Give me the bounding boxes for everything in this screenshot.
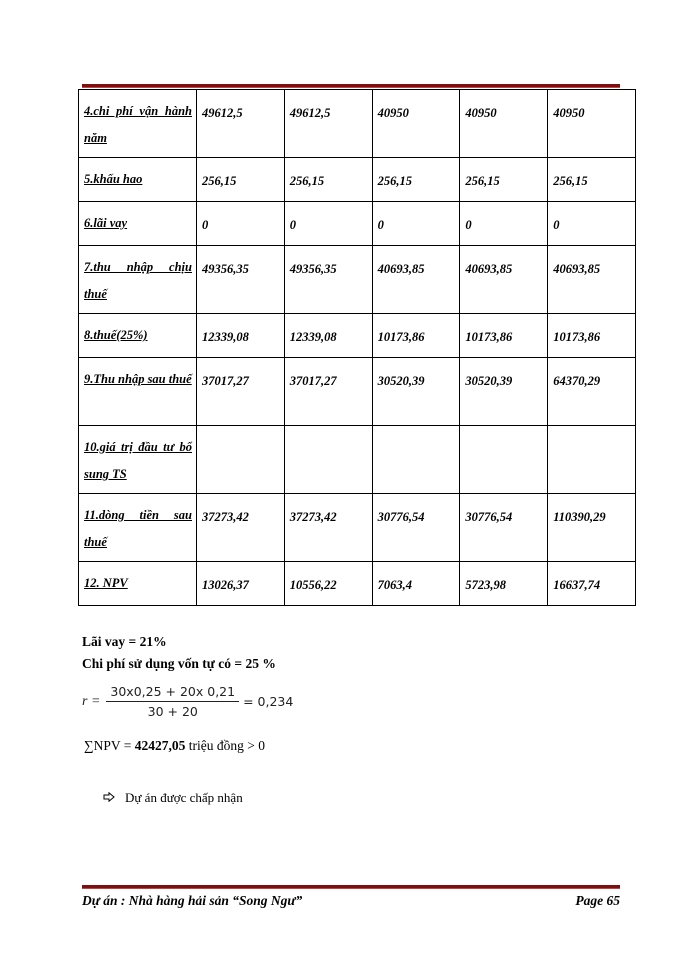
table-cell: 256,15 xyxy=(284,158,372,202)
table-cell: 256,15 xyxy=(197,158,285,202)
table-row xyxy=(79,314,636,358)
table-row xyxy=(79,202,636,246)
table-cell: 40693,85 xyxy=(548,246,636,314)
table-cell: 10556,22 xyxy=(284,562,372,606)
header-rule xyxy=(82,84,620,88)
table-cell: 40693,85 xyxy=(372,246,460,314)
table-cell: 7063,4 xyxy=(372,562,460,606)
row-label: 7.thu nhập chịu thuế xyxy=(79,246,197,314)
table-row xyxy=(79,562,636,606)
row-label: 4.chi phí vận hành năm xyxy=(79,90,197,158)
table-row xyxy=(79,426,636,494)
table-cell: 37017,27 xyxy=(284,358,372,426)
row-label: 8.thuế(25%) xyxy=(79,314,197,358)
table-cell: 12339,08 xyxy=(197,314,285,358)
table-cell xyxy=(460,426,548,494)
formula-numerator: 30x0,25 + 20x 0,21 xyxy=(106,684,239,702)
table-cell: 13026,37 xyxy=(197,562,285,606)
footer-rule xyxy=(82,885,620,889)
table-cell: 10173,86 xyxy=(372,314,460,358)
discount-rate-formula xyxy=(82,684,293,719)
table-cell: 49612,5 xyxy=(197,90,285,158)
table-cell: 256,15 xyxy=(372,158,460,202)
table-cell xyxy=(372,426,460,494)
table-cell: 0 xyxy=(284,202,372,246)
table-cell: 256,15 xyxy=(460,158,548,202)
row-label: 5.khấu hao xyxy=(79,158,197,202)
table-cell: 5723,98 xyxy=(460,562,548,606)
equity-cost-note: Chi phí sử dụng vốn tự có = 25 % xyxy=(82,656,276,671)
table-cell: 40950 xyxy=(460,90,548,158)
npv-suffix: triệu đồng > 0 xyxy=(185,738,265,753)
table-cell: 0 xyxy=(548,202,636,246)
table-cell: 30776,54 xyxy=(372,494,460,562)
row-label: 6.lãi vay xyxy=(79,202,197,246)
financial-table xyxy=(78,89,636,606)
table-cell: 0 xyxy=(372,202,460,246)
table-cell: 40950 xyxy=(548,90,636,158)
table-cell: 37273,42 xyxy=(197,494,285,562)
table-cell: 49356,35 xyxy=(284,246,372,314)
table-cell: 37017,27 xyxy=(197,358,285,426)
formula-result: = 0,234 xyxy=(243,694,294,709)
table-cell: 49356,35 xyxy=(197,246,285,314)
table-cell: 40950 xyxy=(372,90,460,158)
table-cell: 37273,42 xyxy=(284,494,372,562)
notes xyxy=(82,634,276,678)
table-cell: 0 xyxy=(460,202,548,246)
footer-page-number: Page 65 xyxy=(575,893,620,908)
npv-total xyxy=(84,738,265,754)
table-cell: 30520,39 xyxy=(460,358,548,426)
page-footer xyxy=(82,893,620,909)
table-cell: 30520,39 xyxy=(372,358,460,426)
table-row xyxy=(79,358,636,426)
row-label: 10.giá trị đầu tư bổ sung TS xyxy=(79,426,197,494)
formula-fraction xyxy=(106,684,239,719)
table-cell xyxy=(548,426,636,494)
interest-rate-note: Lãi vay = 21% xyxy=(82,634,167,649)
table-row xyxy=(79,494,636,562)
table-cell: 10173,86 xyxy=(548,314,636,358)
table-cell: 40693,85 xyxy=(460,246,548,314)
table-cell: 16637,74 xyxy=(548,562,636,606)
formula-denominator: 30 + 20 xyxy=(147,704,198,719)
table-row xyxy=(79,158,636,202)
formula-lhs: r = xyxy=(82,693,101,709)
table-row xyxy=(79,246,636,314)
row-label: 11.dòng tiền sau thuế xyxy=(79,494,197,562)
table-cell xyxy=(197,426,285,494)
arrow-right-icon xyxy=(103,791,117,806)
conclusion xyxy=(103,790,243,806)
table-cell: 64370,29 xyxy=(548,358,636,426)
table-row xyxy=(79,90,636,158)
table-cell: 256,15 xyxy=(548,158,636,202)
row-label: 9.Thu nhập sau thuế xyxy=(79,358,197,426)
row-label: 12. NPV xyxy=(79,562,197,606)
npv-prefix: ∑NPV = xyxy=(84,738,135,753)
table-cell: 110390,29 xyxy=(548,494,636,562)
table-cell: 10173,86 xyxy=(460,314,548,358)
npv-value: 42427,05 xyxy=(134,738,186,753)
footer-project-title: Dự án : Nhà hàng hải sản “Song Ngư” xyxy=(82,893,303,908)
table-cell: 12339,08 xyxy=(284,314,372,358)
table-cell xyxy=(284,426,372,494)
table-cell: 30776,54 xyxy=(460,494,548,562)
conclusion-text: Dự án được chấp nhận xyxy=(125,790,243,805)
table-cell: 0 xyxy=(197,202,285,246)
table-cell: 49612,5 xyxy=(284,90,372,158)
